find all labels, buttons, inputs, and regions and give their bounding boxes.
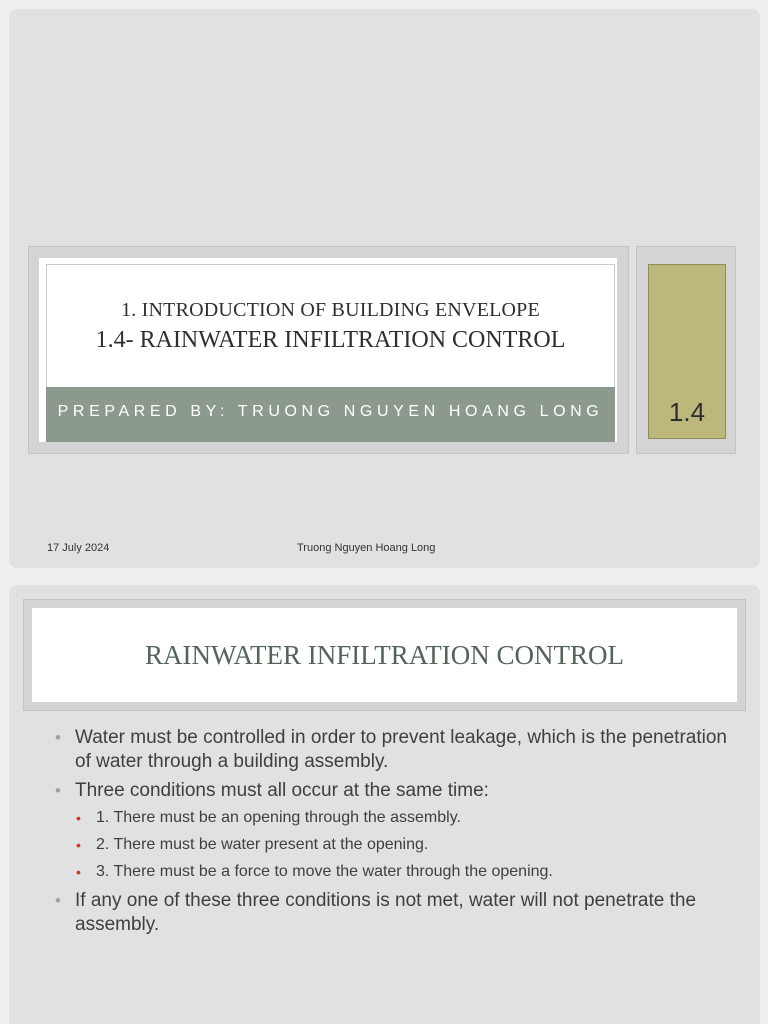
sub-bullet-text: 1. There must be an opening through the assembly.: [96, 809, 461, 826]
list-item: [53, 889, 743, 937]
sub-list-item: [73, 806, 743, 830]
footer-date: 17 July 2024: [47, 542, 110, 554]
bullet-dot-icon: •: [55, 891, 61, 910]
sub-bullet-text: 3. There must be a force to move the water through the opening.: [96, 863, 553, 880]
list-item: [53, 726, 743, 774]
bullet-list: [53, 726, 743, 942]
content-slide: [9, 585, 760, 1024]
bullet-dot-icon: •: [55, 781, 61, 800]
heading-card: [32, 608, 737, 702]
sub-bullet-text: 2. There must be water present at the opening.: [96, 836, 429, 853]
prepared-by-subtitle: PREPARED BY: TRUONG NGUYEN HOANG LONG: [46, 387, 615, 442]
title-line-course: 1. INTRODUCTION OF BUILDING ENVELOPE: [121, 299, 540, 321]
title-slide: [9, 9, 760, 568]
section-number-box: [648, 264, 726, 439]
red-bullet-dot-icon: •: [76, 864, 81, 880]
bullet-text: Three conditions must all occur at the same time:: [75, 780, 489, 801]
red-bullet-dot-icon: •: [76, 837, 81, 853]
slide-title: [46, 300, 615, 355]
red-bullet-dot-icon: •: [76, 810, 81, 826]
sub-bullet-list: [73, 806, 743, 884]
slide-heading: RAINWATER INFILTRATION CONTROL: [145, 640, 624, 670]
heading-frame: [23, 599, 746, 711]
section-number: 1.4: [668, 397, 706, 427]
sub-list-item: [73, 833, 743, 857]
bullet-text: Water must be controlled in order to prevent leakage, which is the penetration of water through a building assembly.: [75, 727, 727, 772]
sub-list-item: [73, 860, 743, 884]
list-item: [53, 779, 743, 884]
title-line-topic: 1.4- RAINWATER INFILTRATION CONTROL: [95, 327, 566, 353]
bullet-dot-icon: •: [55, 728, 61, 747]
section-number-frame: [636, 246, 736, 454]
title-card: [39, 258, 617, 442]
title-frame: [28, 246, 629, 454]
footer-author: Truong Nguyen Hoang Long: [297, 542, 436, 554]
bullet-text: If any one of these three conditions is not met, water will not penetrate the assembly.: [75, 890, 697, 935]
